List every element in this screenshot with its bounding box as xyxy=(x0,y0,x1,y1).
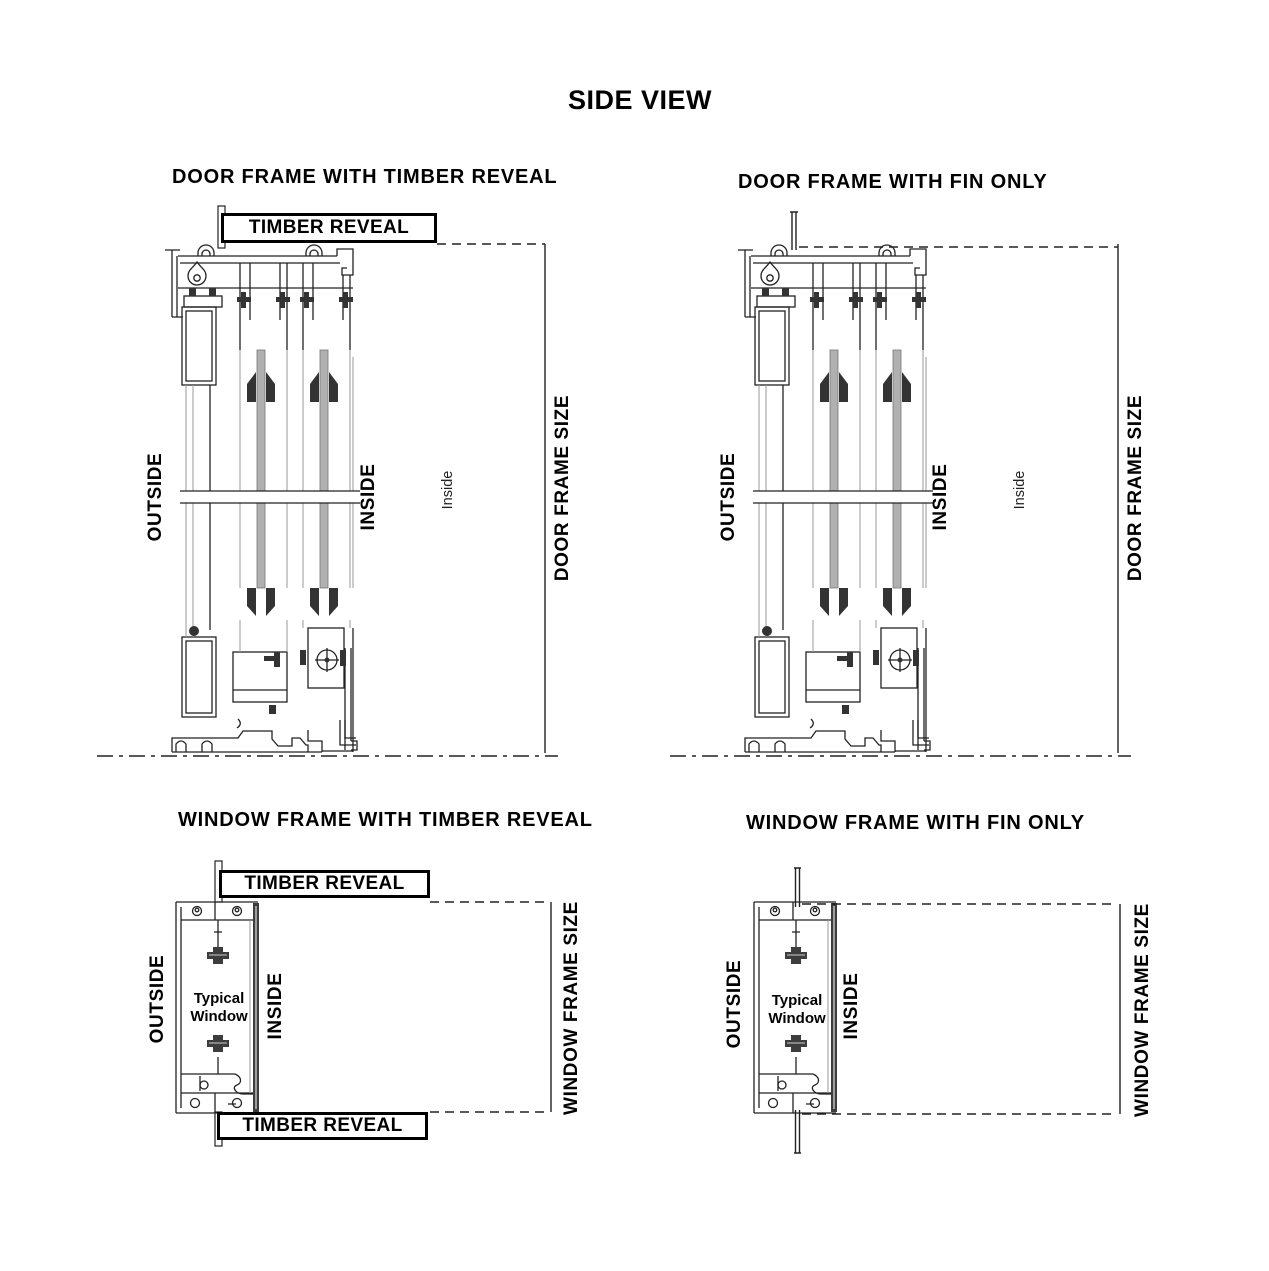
inside-label-window-timber: INSIDE xyxy=(265,972,286,1040)
heading-door-timber-reveal: DOOR FRAME WITH TIMBER REVEAL xyxy=(172,166,558,188)
timber-reveal-label: TIMBER REVEAL xyxy=(248,217,410,238)
outside-label-door-timber: OUTSIDE xyxy=(145,452,166,542)
inside-label-window-fin: INSIDE xyxy=(841,972,862,1040)
timber-reveal-label: TIMBER REVEAL xyxy=(242,1115,403,1136)
window-frame-size-label-fin: WINDOW FRAME SIZE xyxy=(1132,903,1153,1117)
outside-label-window-fin: OUTSIDE xyxy=(724,959,745,1049)
inside-label-door-timber: INSIDE xyxy=(358,463,379,531)
outside-label-door-fin: OUTSIDE xyxy=(718,452,739,542)
heading-window-timber-reveal: WINDOW FRAME WITH TIMBER REVEAL xyxy=(178,809,593,831)
timber-reveal-box-window-top xyxy=(219,870,430,898)
typical-window-note-timber: Typical Window xyxy=(190,990,248,1025)
inside-note-door-fin: Inside xyxy=(1012,470,1028,510)
inside-note-door-timber: Inside xyxy=(440,470,456,510)
window-frame-size-label-timber: WINDOW FRAME SIZE xyxy=(561,901,582,1115)
door-frame-size-label-fin: DOOR FRAME SIZE xyxy=(1125,394,1146,582)
page-title: SIDE VIEW xyxy=(567,85,713,115)
fin-detail xyxy=(790,212,798,250)
heading-door-fin: DOOR FRAME WITH FIN ONLY xyxy=(738,171,1048,193)
timber-reveal-box-window-bottom xyxy=(217,1112,428,1140)
timber-reveal-box-door xyxy=(221,213,437,243)
timber-reveal-label: TIMBER REVEAL xyxy=(244,873,405,894)
door-frame-size-label-timber: DOOR FRAME SIZE xyxy=(552,394,573,582)
outside-label-window-timber: OUTSIDE xyxy=(147,954,168,1044)
inside-label-door-fin: INSIDE xyxy=(930,463,951,531)
typical-window-note-fin: Typical Window xyxy=(768,992,826,1027)
heading-window-fin: WINDOW FRAME WITH FIN ONLY xyxy=(746,812,1085,834)
